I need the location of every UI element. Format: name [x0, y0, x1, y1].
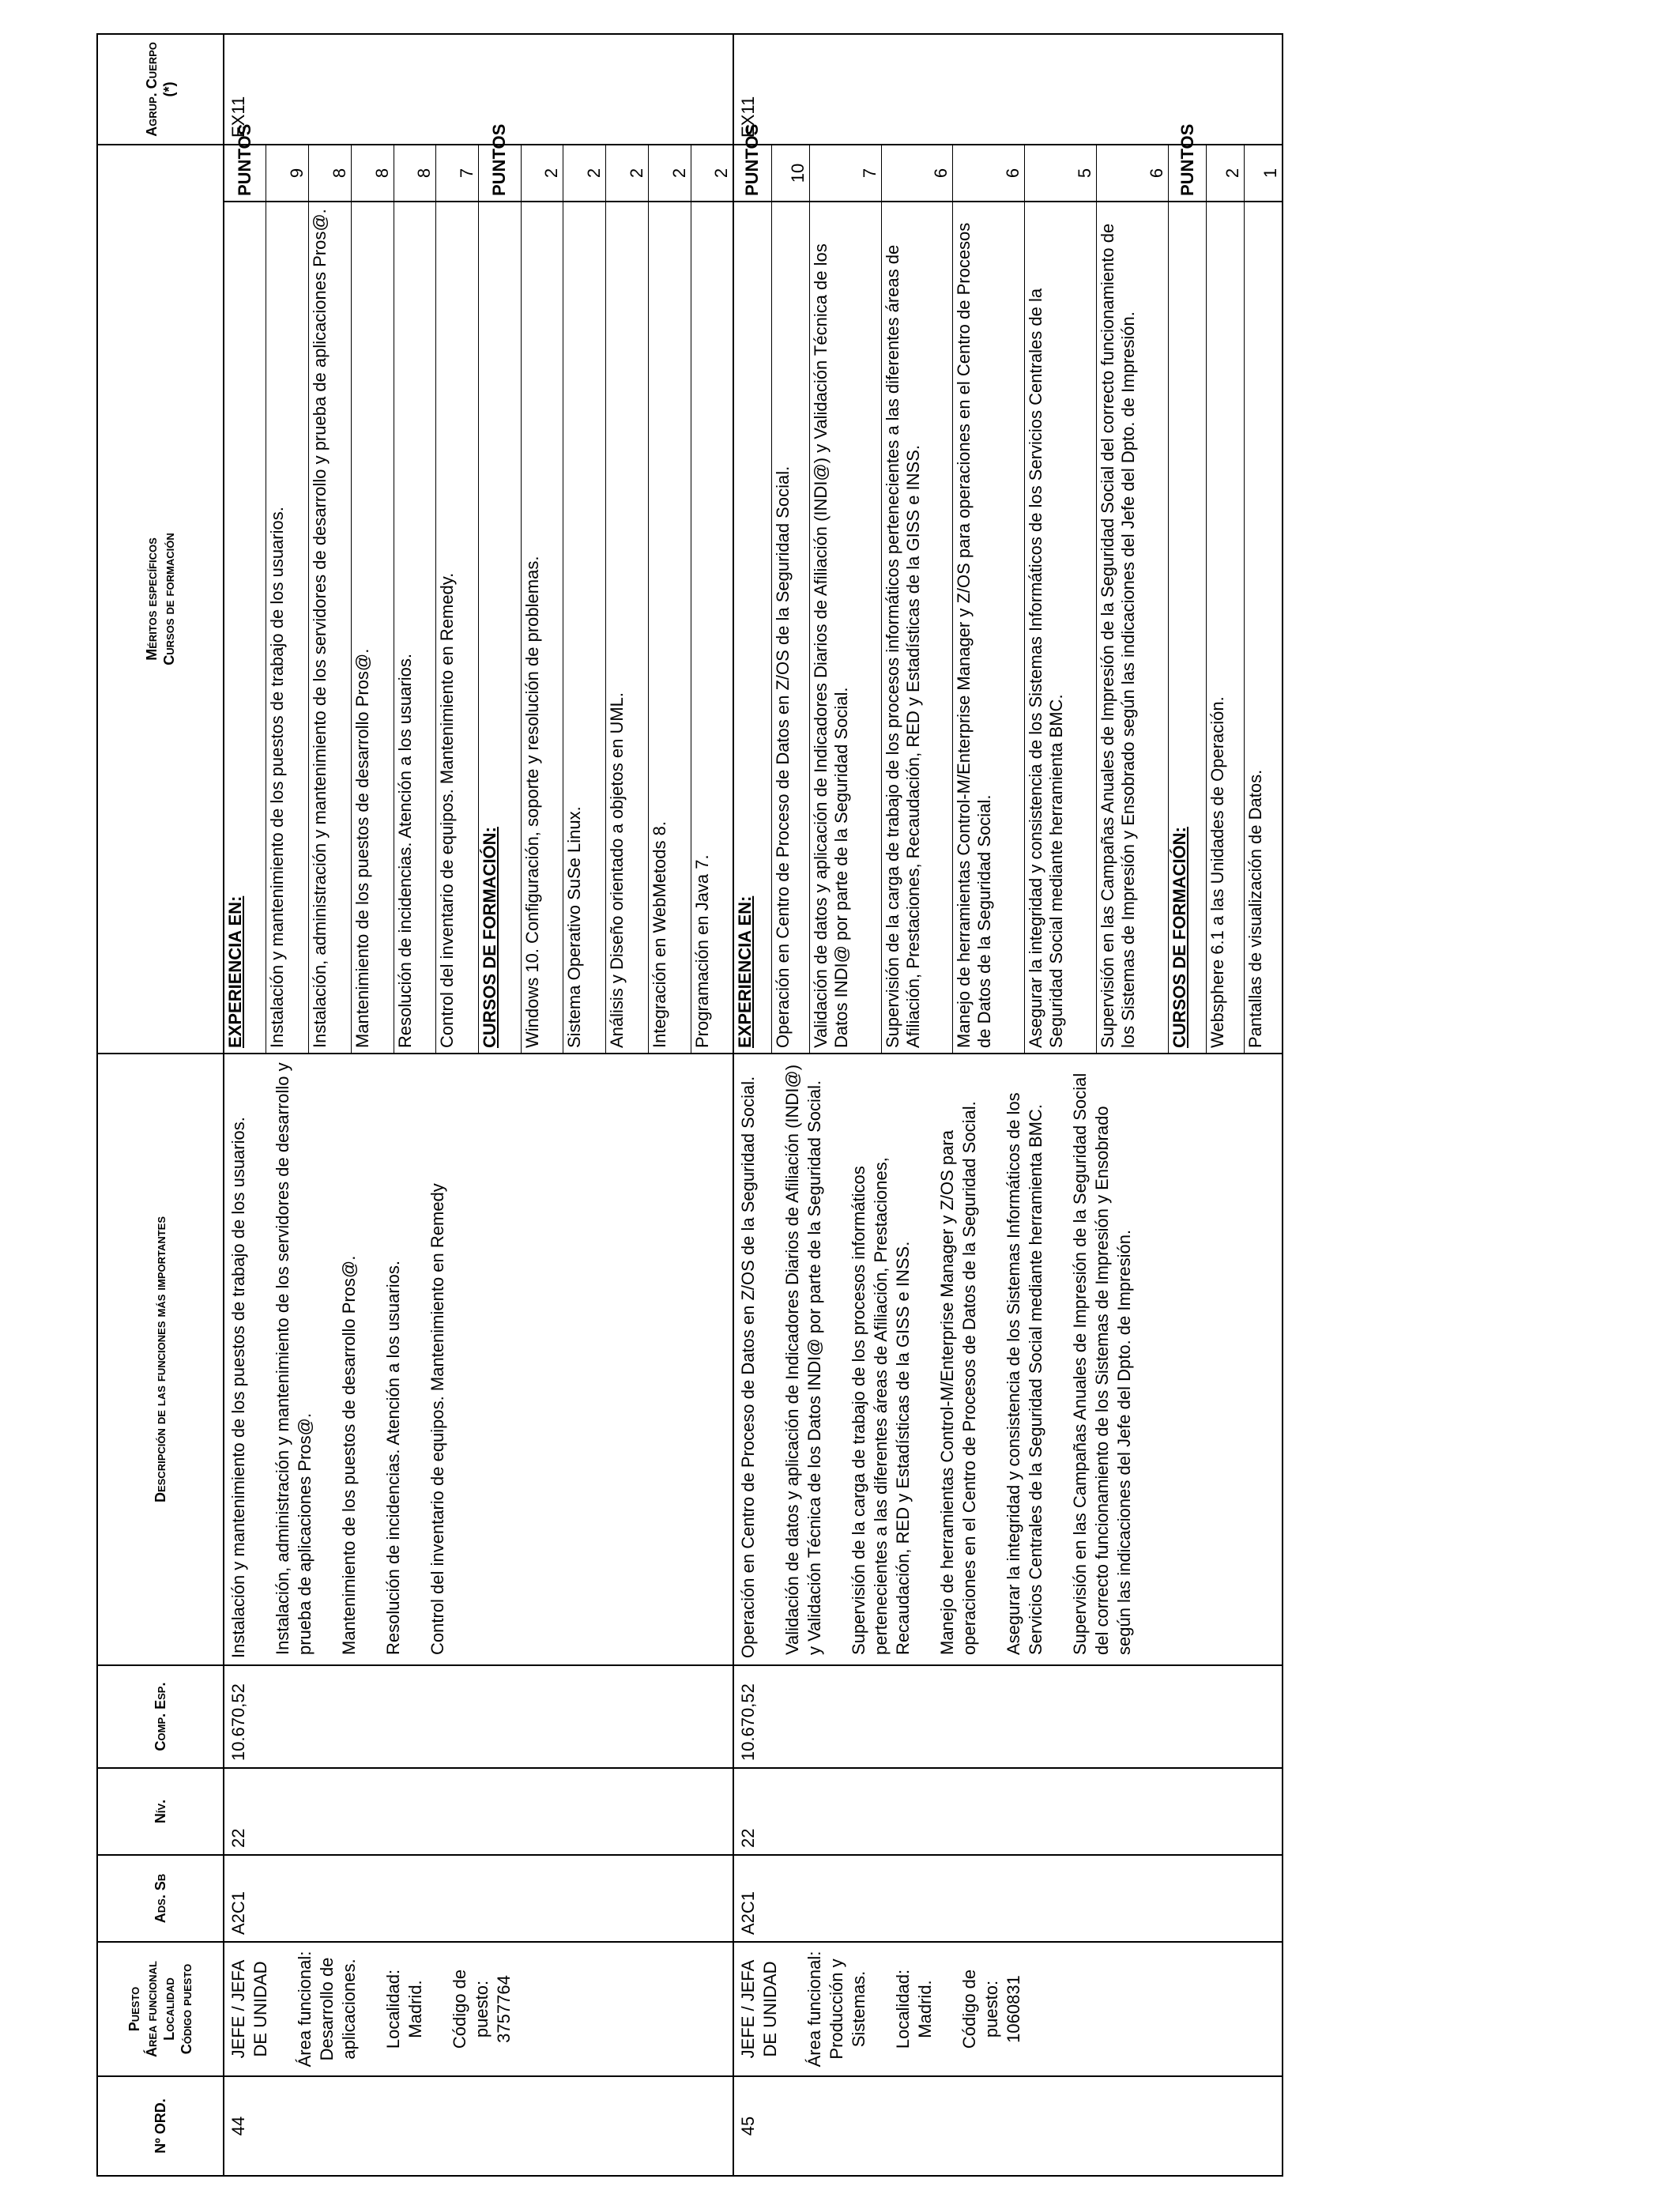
funcion-item: Resolución de incidencias. Atención a los usuarios.	[383, 1261, 403, 1655]
area-label: Área funcional:	[295, 1951, 315, 2068]
funcion-item: Supervisión en las Campañas Anuales de Impresión de la Seguridad Social del correcto funcionamiento de los Sistemas de Impresión y Ensobrado según las indicaciones del Jefe del Dpto. de Impresión.	[1070, 1072, 1134, 1655]
table-row	[224, 34, 733, 2176]
merito-text: Manejo de herramientas Control-M/Enterprise Manager y Z/OS para operaciones en el Centro de Procesos de Datos de la Seguridad Social.	[953, 202, 1025, 1053]
codigo-value: 1060831	[1004, 1975, 1023, 2043]
merito-text: Supervisión de la carga de trabajo de los procesos informáticos pertenecientes a las diferentes áreas de Afiliación, Prestaciones, Recaudación, RED y Estadísticas de la GISS e INSS.	[881, 202, 953, 1053]
puntos-header: PUNTOS	[224, 145, 266, 202]
merito-points: 6	[953, 145, 1025, 202]
header-meritos-line: Méritos específicos	[144, 537, 160, 661]
row-ads: A2C1	[733, 1855, 1283, 1942]
header-ads: Ads. Sb	[97, 1855, 224, 1942]
funcion-item: Validación de datos y aplicación de Indicadores Diarios de Afiliación (INDI@) y Validación Técnica de los Datos INDI@ por parte de la Seguridad Social.	[782, 1064, 824, 1655]
curso-row	[1207, 145, 1245, 1053]
row-comp: 10.670,52	[733, 1665, 1283, 1768]
curso-points: 2	[1207, 145, 1245, 202]
row-num: 44	[224, 2076, 733, 2176]
merito-points: 8	[309, 145, 352, 202]
meritos-table	[734, 123, 1282, 1053]
header-agrup: Agrup. Cuerpo (*)	[97, 34, 224, 145]
row-meritos	[733, 123, 1283, 1054]
header-area-line: Área funcional	[144, 1961, 160, 2057]
localidad: Localidad: Madrid.	[893, 1969, 935, 2049]
row-agrup: EX11	[224, 34, 733, 145]
puntos-header: PUNTOS	[478, 145, 521, 202]
merito-points: 5	[1025, 145, 1097, 202]
meritos-table	[224, 123, 733, 1053]
merito-points: 7	[436, 145, 479, 202]
row-niv: 22	[224, 1768, 733, 1855]
curso-row	[648, 145, 691, 1053]
row-puesto	[224, 1942, 733, 2076]
experiencia-header	[734, 145, 771, 1053]
header-codigo-line: Código puesto	[179, 1963, 194, 2055]
header-num: Nº ORD.	[97, 2076, 224, 2176]
merito-row	[351, 145, 394, 1053]
curso-text: Pantallas de visualización de Datos.	[1245, 769, 1266, 1048]
merito-points: 8	[351, 145, 394, 202]
row-num: 45	[733, 2076, 1283, 2176]
header-desc: Descripción de las funciones más importantes	[97, 1054, 224, 1665]
merito-text: Asegurar la integridad y consistencia de los Sistemas Informáticos de los Servicios Centrales de la Seguridad Social mediante herramienta BMC.	[1025, 202, 1097, 1053]
row-meritos	[224, 123, 733, 1054]
localidad: Localidad: Madrid.	[383, 1969, 425, 2049]
header-puesto-line: Puesto	[126, 1986, 142, 2032]
row-puesto	[733, 1942, 1283, 2076]
merito-row	[771, 145, 809, 1053]
codigo-label: Código de puesto:	[959, 1969, 1001, 2049]
merito-row	[436, 145, 479, 1053]
header-row	[97, 34, 224, 2176]
curso-row	[1245, 145, 1282, 1053]
merito-text: Operación en Centro de Proceso de Datos en Z/OS de la Seguridad Social.	[771, 202, 809, 1053]
positions-table	[96, 33, 1283, 2177]
row-funciones	[224, 1054, 733, 1665]
merito-points: 6	[881, 145, 953, 202]
experiencia-title: EXPERIENCIA EN:	[734, 202, 771, 1053]
curso-text: Windows 10. Configuración, soporte y resolución de problemas.	[521, 202, 563, 1053]
merito-row	[953, 145, 1025, 1053]
funcion-item: Instalación, administración y mantenimiento de los servidores de desarrollo y prueba de aplicaciones Pros@.	[273, 1062, 315, 1655]
funcion-item: Operación en Centro de Proceso de Datos en Z/OS de la Seguridad Social.	[738, 1076, 758, 1658]
merito-points: 9	[266, 145, 309, 202]
row-niv: 22	[733, 1768, 1283, 1855]
curso-points: 2	[691, 145, 733, 202]
header-puesto	[97, 1942, 224, 2076]
curso-text: Integración en WebMetods 8.	[648, 202, 691, 1053]
codigo-value: 3757764	[494, 1975, 514, 2043]
curso-points: 2	[563, 145, 606, 202]
curso-row	[691, 145, 733, 1053]
curso-text: Websphere 6.1 a las Unidades de Operación.	[1207, 202, 1245, 1053]
funcion-item: Control del inventario de equipos. Mantenimiento en Remedy	[428, 1183, 447, 1655]
curso-points: 2	[521, 145, 563, 202]
puntos-header: PUNTOS	[1169, 145, 1207, 202]
merito-text: Instalación, administración y mantenimiento de los servidores de desarrollo y prueba de aplicaciones Pros@.	[309, 202, 352, 1053]
curso-row	[563, 145, 606, 1053]
curso-text: Programación en Java 7.	[691, 854, 712, 1048]
header-comp: Comp. Esp.	[97, 1665, 224, 1768]
experiencia-title: EXPERIENCIA EN:	[224, 202, 266, 1053]
cursos-title: CURSOS DE FORMACIÓN:	[478, 202, 521, 1053]
merito-text: Resolución de incidencias. Atención a los usuarios.	[394, 202, 436, 1053]
funcion-item: Instalación y mantenimiento de los puestos de trabajo de los usuarios.	[228, 1117, 248, 1658]
merito-row	[309, 145, 352, 1053]
merito-text: Instalación y mantenimiento de los puestos de trabajo de los usuarios.	[266, 202, 309, 1053]
header-localidad-line: Localidad	[161, 1977, 177, 2041]
row-agrup: EX11	[733, 34, 1283, 145]
merito-row	[809, 145, 881, 1053]
merito-points: 7	[809, 145, 881, 202]
funcion-item: Manejo de herramientas Control-M/Enterprise Manager y Z/OS para operaciones en el Centro de Procesos de Datos de la Seguridad Social.	[937, 1101, 979, 1655]
merito-row	[266, 145, 309, 1053]
merito-text: Validación de datos y aplicación de Indicadores Diarios de Afiliación (INDI@) y Validación Técnica de los Datos INDI@ por parte de la Seguridad Social.	[809, 202, 881, 1053]
merito-points: 6	[1097, 145, 1169, 202]
merito-text: Mantenimiento de los puestos de desarrollo Pros@.	[351, 202, 394, 1053]
merito-points: 8	[394, 145, 436, 202]
header-niv: Nív.	[97, 1768, 224, 1855]
puesto-title: JEFE / JEFA DE UNIDAD	[228, 1959, 270, 2059]
curso-row	[606, 145, 649, 1053]
merito-row	[1097, 145, 1169, 1053]
puntos-header: PUNTOS	[734, 145, 771, 202]
row-ads: A2C1	[224, 1855, 733, 1942]
curso-row	[521, 145, 563, 1053]
cursos-title: CURSOS DE FORMACIÓN:	[1169, 202, 1207, 1053]
merito-text: Supervisión en las Campañas Anuales de Impresión de la Seguridad Social del correcto funcionamiento de los Sistemas de Impresión y Ensobrado según las indicaciones del Jefe del Dpto. de Impresión.	[1097, 202, 1169, 1053]
experiencia-header	[224, 145, 266, 1053]
area-value: Desarrollo de aplicaciones.	[317, 1957, 359, 2061]
table-row	[733, 34, 1283, 2176]
curso-points: 2	[606, 145, 649, 202]
cursos-header	[1169, 145, 1207, 1053]
curso-points: 1	[1245, 145, 1282, 202]
merito-points: 10	[771, 145, 809, 202]
puesto-title: JEFE / JEFA DE UNIDAD	[738, 1959, 780, 2059]
area-value: Producción y Sistemas.	[827, 1958, 868, 2060]
funcion-item: Asegurar la integridad y consistencia de los Sistemas Informáticos de los Servicios Centrales de la Seguridad Social mediante herramienta BMC.	[1004, 1092, 1045, 1655]
row-funciones	[733, 1054, 1283, 1665]
merito-row	[1025, 145, 1097, 1053]
header-meritos	[97, 145, 224, 1054]
funcion-item: Mantenimiento de los puestos de desarrollo Pros@.	[339, 1255, 359, 1655]
header-cursos-line: Cursos de formación	[161, 533, 177, 665]
row-comp: 10.670,52	[224, 1665, 733, 1768]
area-label: Área funcional:	[804, 1951, 824, 2068]
merito-text: Control del inventario de equipos. Mantenimiento en Remedy.	[436, 202, 479, 1053]
curso-points: 2	[648, 145, 691, 202]
codigo-label: Código de puesto:	[450, 1969, 492, 2049]
curso-text: Análisis y Diseño orientado a objetos en UML.	[606, 202, 649, 1053]
curso-text: Sistema Operativo SuSe Linux.	[563, 202, 606, 1053]
cursos-header	[478, 145, 521, 1053]
funcion-item: Supervisión de la carga de trabajo de los procesos informáticos pertenecientes a las diferentes áreas de Afiliación, Prestaciones, Recaudación, RED y Estadísticas de la GISS e INSS.	[849, 1157, 913, 1655]
merito-row	[394, 145, 436, 1053]
merito-row	[881, 145, 953, 1053]
